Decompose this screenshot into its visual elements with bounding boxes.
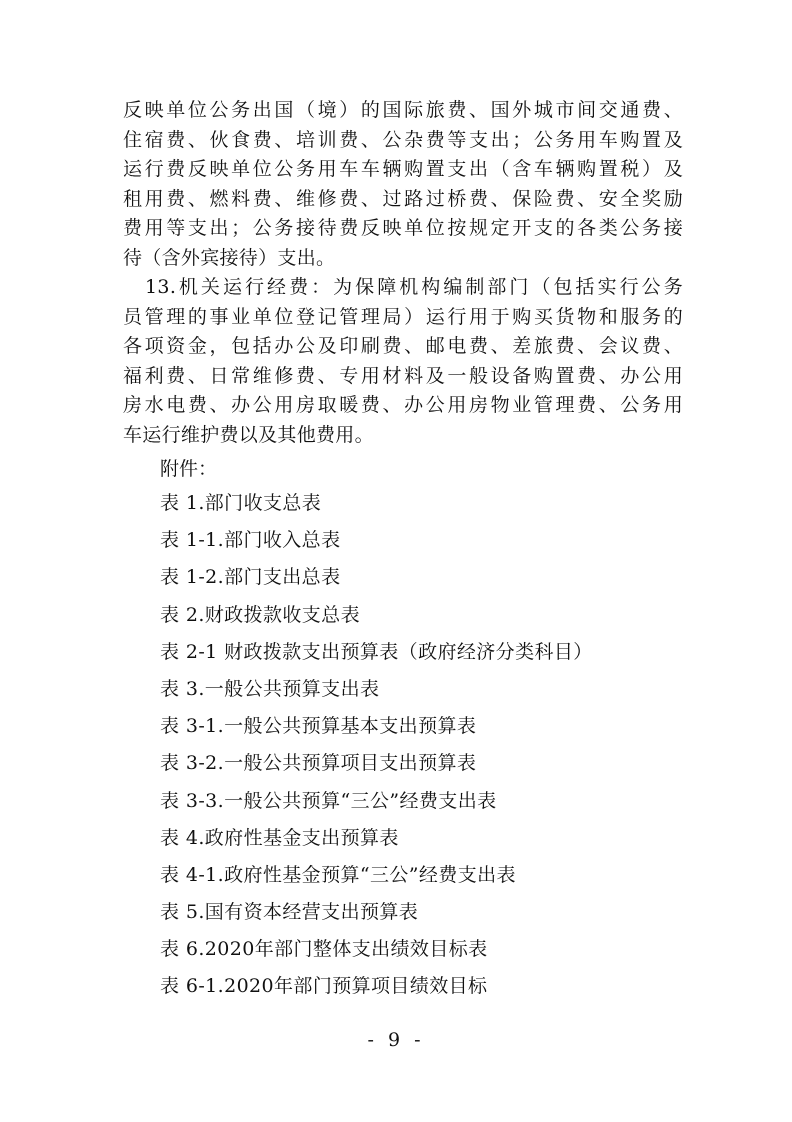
attachment-item: 表 2-1 财政拨款支出预算表（政府经济分类科目） (160, 640, 593, 663)
paragraph-line: 各项资金，包括办公及印刷费、邮电费、差旅费、会议费、 (123, 335, 683, 357)
paragraph-operating-costs (123, 273, 683, 450)
paragraph-line: 运行费反映单位公务用车车辆购置支出（含车辆购置税）及 (123, 158, 683, 180)
attachment-item: 表 4.政府性基金支出预算表 (160, 826, 399, 849)
attachment-item: 表 4-1.政府性基金预算“三公”经费支出表 (160, 863, 516, 886)
attachment-item: 表 1-1.部门收入总表 (160, 529, 341, 552)
attachments-list (160, 489, 593, 1010)
attachment-item: 表 2.财政拨款收支总表 (160, 603, 360, 626)
paragraph-line: 房水电费、办公用房取暖费、办公用房物业管理费、公务用 (123, 394, 683, 416)
paragraph-line: 住宿费、伙食费、培训费、公杂费等支出；公务用车购置及 (123, 128, 683, 151)
attachment-item: 表 3-1.一般公共预算基本支出预算表 (160, 715, 477, 738)
paragraph-line: 13.机关运行经费：为保障机构编制部门（包括实行公务 (123, 276, 683, 298)
attachment-item: 表 6.2020年部门整体支出绩效目标表 (160, 938, 488, 961)
paragraph-line: 租用费、燃料费、维修费、过路过桥费、保险费、安全奖励 (123, 187, 683, 210)
attachment-item: 表 3-3.一般公共预算“三公”经费支出表 (160, 789, 497, 812)
paragraph-line: 福利费、日常维修费、专用材料及一般设备购置费、办公用 (123, 364, 683, 387)
page-number: - 9 - (367, 1029, 425, 1051)
paragraph-line: 车运行维护费以及其他费用。 (123, 423, 374, 446)
paragraph-line: 待（含外宾接待）支出。 (123, 246, 336, 269)
attachment-item: 表 5.国有资本经营支出预算表 (160, 901, 419, 924)
paragraph-line: 员管理的事业单位登记管理局）运行用于购买货物和服务的 (123, 305, 683, 328)
attachment-item: 表 1-2.部门支出总表 (160, 566, 341, 589)
attachment-item: 表 3-2.一般公共预算项目支出预算表 (160, 752, 477, 775)
attachment-item: 表 1.部门收支总表 (160, 492, 322, 514)
attachments-heading: 附件： (160, 458, 218, 480)
paragraph-line: 反映单位公务出国（境）的国际旅费、国外城市间交通费、 (123, 99, 683, 121)
paragraph-line: 费用等支出；公务接待费反映单位按规定开支的各类公务接 (123, 217, 683, 239)
attachment-item: 表 6-1.2020年部门预算项目绩效目标 (160, 975, 488, 998)
attachment-item: 表 3.一般公共预算支出表 (160, 677, 380, 700)
paragraph-public-funds (123, 96, 683, 273)
